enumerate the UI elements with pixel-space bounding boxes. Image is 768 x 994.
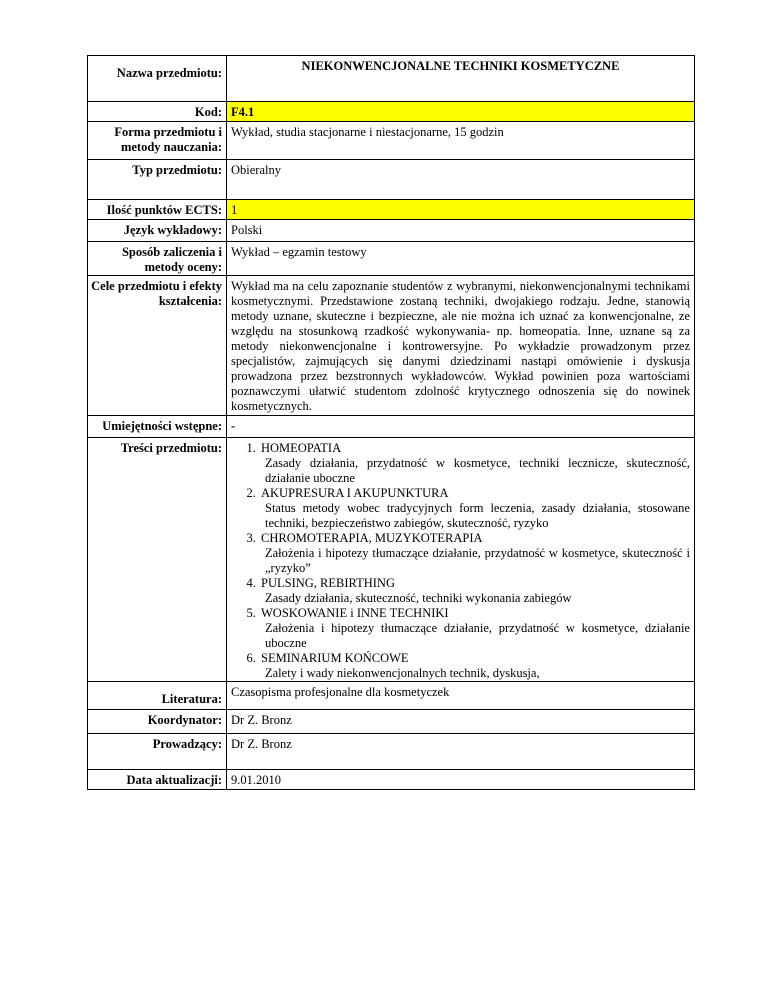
updated-label: Data aktualizacji: [88,770,227,790]
course-literature: Czasopisma profesjonalne dla kosmetyczek [227,682,695,710]
course-coordinator: Dr Z. Bronz [227,710,695,734]
contents-item-desc: Zasady działania, skuteczność, techniki wykonania zabiegów [265,591,572,605]
code-label: Kod: [88,102,227,122]
course-name-label: Nazwa przedmiotu: [88,56,227,102]
row-code [88,102,695,122]
ects-points: 1 [227,200,695,220]
row-form [88,122,695,160]
goals-label: Cele przedmiotu i efekty kształcenia: [88,276,227,416]
course-updated: 9.01.2010 [227,770,695,790]
course-contents [227,438,695,682]
row-contents [88,438,695,682]
type-label: Typ przedmiotu: [88,160,227,200]
contents-item [259,486,690,531]
course-language: Polski [227,220,695,242]
course-code: F4.1 [227,102,695,122]
coordinator-label: Koordynator: [88,710,227,734]
contents-item-title: 1. HOMEOPATIA [261,441,342,455]
contents-item [259,606,690,651]
row-literature [88,682,695,710]
course-goals: Wykład ma na celu zapoznanie studentów z wybranymi, niekonwencjonalnymi technikami kosmetycznymi. Przedstawione zostaną techniki, dwojakiego rodzaju. Jedne, stanowią metody uznane, skuteczne i bezpieczne, ale nie można ich uznać za konwencjonalne, ze względu na stosunkową rzadkość wykonywania- np. homeopatia. Inne, uznane są za metody niekonwencjonalne i kontrowersyjne. Po wykładzie prowadzonym przez specjalistów, zajmujących się danymi dziedzinami nastąpi omówienie i dyskusja prowadzona przez bezstronnych wykładowców. Wykład powinien poza wartościami poznawczymi ułatwić studentom zdolność krytycznego odnoszenia się do nowinek kosmetycznych. [227,276,695,416]
literature-label: Literatura: [88,682,227,710]
contents-list [231,441,690,681]
form-label: Forma przedmiotu i metody nauczania: [88,122,227,160]
row-language [88,220,695,242]
row-course-name [88,56,695,102]
contents-item [259,576,690,606]
contents-item-desc: Status metody wobec tradycyjnych form leczenia, zasady działania, stosowane techniki, bezpieczeństwo zabiegów, skuteczność, ryzyko [265,501,690,530]
contents-item-title: 6. SEMINARIUM KOŃCOWE [261,651,409,665]
lecturer-label: Prowadzący: [88,734,227,770]
contents-item-title: 5. WOSKOWANIE i INNE TECHNIKI [261,606,449,620]
contents-item-desc: Zasady działania, przydatność w kosmetyce, techniki lecznicze, skuteczność, działanie uboczne [265,456,690,485]
row-updated [88,770,695,790]
contents-item-title: 3. CHROMOTERAPIA, MUZYKOTERAPIA [261,531,483,545]
course-prereq: - [227,416,695,438]
course-assessment: Wykład – egzamin testowy [227,242,695,276]
ects-label: Ilość punktów ECTS: [88,200,227,220]
contents-item [259,531,690,576]
contents-item-desc: Założenia i hipotezy tłumaczące działanie, przydatność w kosmetyce, skuteczność i „ryzyko” [265,546,690,575]
contents-label: Treści przedmiotu: [88,438,227,682]
prereq-label: Umiejętności wstępne: [88,416,227,438]
row-goals [88,276,695,416]
course-type: Obieralny [227,160,695,200]
assessment-label: Sposób zaliczenia i metody oceny: [88,242,227,276]
row-prereq [88,416,695,438]
language-label: Język wykładowy: [88,220,227,242]
contents-item [259,651,690,681]
row-assessment [88,242,695,276]
course-form: Wykład, studia stacjonarne i niestacjonarne, 15 godzin [227,122,695,160]
row-ects [88,200,695,220]
contents-item-desc: Założenia i hipotezy tłumaczące działanie, przydatność w kosmetyce, działanie uboczne [265,621,690,650]
contents-item-title: 4. PULSING, REBIRTHING [261,576,395,590]
course-lecturer: Dr Z. Bronz [227,734,695,770]
contents-item [259,441,690,486]
row-type [88,160,695,200]
contents-item-title: 2. AKUPRESURA I AKUPUNKTURA [261,486,449,500]
row-lecturer [88,734,695,770]
course-name: NIEKONWENCJONALNE TECHNIKI KOSMETYCZNE [227,56,695,102]
row-coordinator [88,710,695,734]
contents-item-desc: Zalety i wady niekonwencjonalnych technik, dyskusja, [265,666,540,680]
syllabus-table [87,55,695,790]
